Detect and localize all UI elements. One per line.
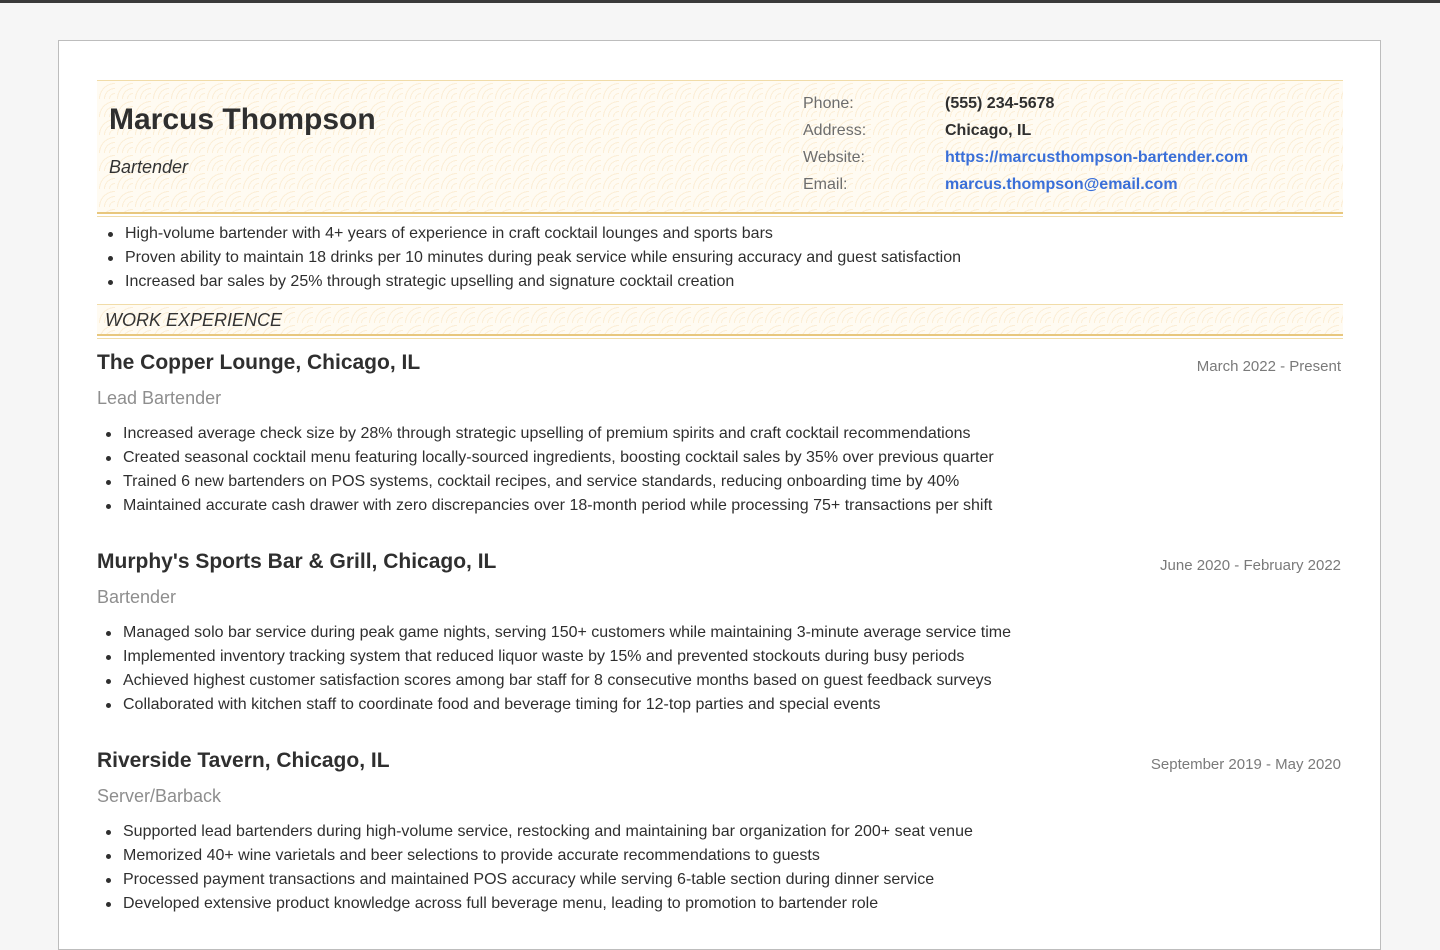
job-position: Server/Barback: [97, 786, 222, 806]
job-bullets: [123, 820, 1323, 916]
contact-label-email: Email:: [803, 176, 848, 193]
summary-section: [99, 222, 1365, 294]
candidate-name: Marcus Thompson: [109, 103, 376, 136]
job-bullet: Memorized 40+ wine varietals and beer selections to provide accurate recommendations to guests: [123, 844, 1323, 868]
resume-header: [97, 80, 1343, 214]
job-company: Murphy's Sports Bar & Grill, Chicago, IL: [97, 550, 497, 573]
summary-list: [125, 222, 1365, 294]
contact-value-phone: (555) 234-5678: [945, 95, 1055, 112]
summary-item: Increased bar sales by 25% through strategic upselling and signature cocktail creation: [125, 270, 1365, 294]
summary-item: Proven ability to maintain 18 drinks per 10 minutes during peak service while ensuring accuracy and guest satisfaction: [125, 246, 1365, 270]
contact-label-website: Website:: [803, 149, 865, 166]
section-title: WORK EXPERIENCE: [105, 310, 283, 330]
contact-label-phone: Phone:: [803, 95, 854, 112]
job-bullet: Collaborated with kitchen staff to coordinate food and beverage timing for 12-top parties and special events: [123, 693, 1323, 717]
contact-value-address: Chicago, IL: [945, 122, 1032, 139]
summary-item: High-volume bartender with 4+ years of experience in craft cocktail lounges and sports bars: [125, 222, 1365, 246]
job-bullets: [123, 621, 1323, 717]
contact-row-website: [803, 149, 1323, 176]
job-bullet: Implemented inventory tracking system that reduced liquor waste by 15% and prevented stockouts during busy periods: [123, 645, 1323, 669]
job-position: Lead Bartender: [97, 388, 222, 408]
job-company: The Copper Lounge, Chicago, IL: [97, 351, 421, 374]
job-bullets: [123, 422, 1323, 518]
contact-row-address: [803, 122, 1323, 149]
email-link[interactable]: marcus.thompson@email.com: [945, 176, 1178, 193]
job-bullet: Maintained accurate cash drawer with zero discrepancies over 18-month period while processing 75+ transactions per shift: [123, 494, 1323, 518]
job-bullet: Managed solo bar service during peak game nights, serving 150+ customers while maintaining 3-minute average service time: [123, 621, 1323, 645]
contact-row-phone: [803, 95, 1323, 122]
contact-label-address: Address:: [803, 122, 867, 139]
work-experience-header: [97, 304, 1343, 336]
job-company: Riverside Tavern, Chicago, IL: [97, 749, 390, 772]
job-bullet: Developed extensive product knowledge across full beverage menu, leading to promotion to bartender role: [123, 892, 1323, 916]
job-bullet: Created seasonal cocktail menu featuring locally-sourced ingredients, boosting cocktail sales by 35% over previous quarter: [123, 446, 1323, 470]
job-bullet: Increased average check size by 28% through strategic upselling of premium spirits and craft cocktail recommendations: [123, 422, 1323, 446]
window-top-bar: [0, 0, 1440, 3]
website-link[interactable]: https://marcusthompson-bartender.com: [945, 149, 1249, 166]
job-position: Bartender: [97, 587, 177, 607]
job-dates: June 2020 - February 2022: [1160, 557, 1341, 574]
job-bullet: Processed payment transactions and maintained POS accuracy while serving 6-table section during dinner service: [123, 868, 1323, 892]
candidate-role: Bartender: [109, 157, 189, 177]
contact-info: [803, 95, 1323, 203]
job-dates: September 2019 - May 2020: [1150, 756, 1341, 773]
contact-row-email: [803, 176, 1323, 203]
job-bullet: Trained 6 new bartenders on POS systems, cocktail recipes, and service standards, reducing onboarding time by 40%: [123, 470, 1323, 494]
job-bullet: Achieved highest customer satisfaction scores among bar staff for 8 consecutive months based on guest feedback surveys: [123, 669, 1323, 693]
resume-page: [58, 40, 1381, 950]
job-bullet: Supported lead bartenders during high-volume service, restocking and maintaining bar organization for 200+ seat venue: [123, 820, 1323, 844]
job-dates: March 2022 - Present: [1196, 358, 1341, 375]
